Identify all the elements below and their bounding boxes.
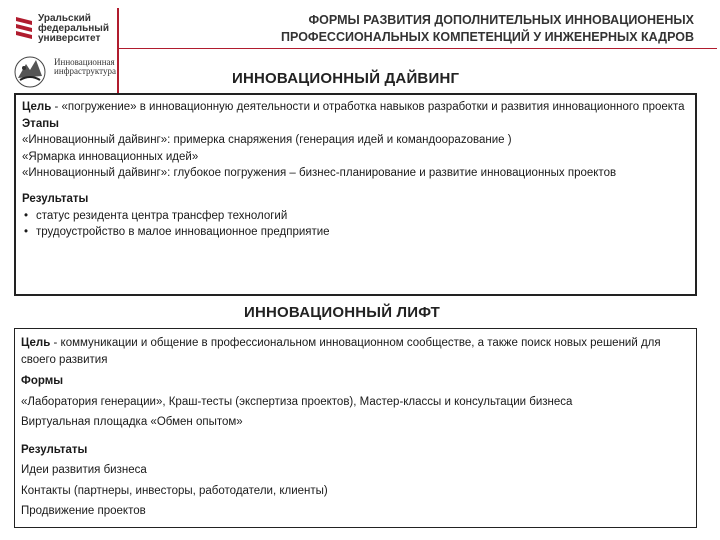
infrastructure-logo (12, 54, 122, 92)
header-divider-horizontal (117, 48, 717, 49)
urfu-logo-icon (14, 15, 34, 43)
lift-section-box (14, 328, 697, 528)
infrastructure-emblem-icon (12, 54, 48, 90)
page-title-line: ПРОФЕССИОНАЛЬНЫХ КОМПЕТЕНЦИЙ У ИНЖЕНЕРНЫХ КАДРОВ (281, 30, 694, 44)
lift-result-item: Идеи развития бизнеса (21, 464, 147, 476)
diving-result-item (22, 224, 689, 241)
lift-form-item: «Лаборатория генерации», Краш-тесты (экспертиза проектов), Мастер-классы и консультации бизнеса (21, 395, 573, 408)
diving-goal-text: - «погружение» в инновационную деятельности и отработка навыков разработки и развития инновационного проекта (51, 101, 685, 113)
infra-logo-line: инфраструктура (54, 66, 116, 76)
infrastructure-logo-text (54, 58, 116, 76)
page-title-line: ФОРМЫ РАЗВИТИЯ ДОПОЛНИТЕЛЬНЫХ ИННОВАЦИОНЕНЫХ (308, 13, 694, 27)
diving-stage-item: «Инновационный дайвинг»: примерка снаряжения (генерация идей и командоорazование ) (22, 134, 512, 147)
urfu-logo-text (38, 14, 109, 44)
diving-results-label: Результаты (22, 192, 89, 205)
urfu-logo-line: федеральный (38, 23, 109, 34)
diving-result-text: трудоустройство в малое инновационное предприятие (36, 226, 330, 239)
urfu-logo-line: университет (38, 33, 101, 44)
header-divider-vertical (117, 8, 119, 94)
lift-goal-text: - коммуникации и общение в профессиональном инновационном сообществе, а также поиск новых решений для своего развития (21, 337, 661, 366)
diving-section-box (14, 93, 697, 296)
urfu-logo (14, 12, 124, 48)
lift-form-item: Виртуальная площадка «Обмен опытом» (21, 416, 243, 428)
diving-stage-item: «Ярмарка инновационных идей» (22, 150, 199, 163)
lift-goal-label: Цель (21, 337, 51, 349)
page-title (174, 12, 694, 46)
lift-result-item: Продвижение проектов (21, 505, 146, 517)
lift-result-item: Контакты (партнеры, инвесторы, работодатели, клиенты) (21, 484, 328, 497)
section-title-lift: ИННОВАЦИОННЫЙ ЛИФТ (244, 304, 441, 321)
diving-stage-item: «Инновационный дайвинг»: глубокое погружения – бизнес-планирование и развитие инновационных проектов (22, 167, 617, 180)
lift-goal (21, 335, 690, 369)
diving-goal (22, 99, 689, 116)
diving-goal-label: Цель (22, 101, 52, 113)
infra-logo-line: Инновационная (54, 57, 115, 67)
lift-results-label: Результаты (21, 443, 88, 456)
lift-forms-label: Формы (21, 375, 64, 387)
section-title-diving: ИННОВАЦИОННЫЙ ДАЙВИНГ (232, 70, 460, 87)
urfu-logo-line: Уральский (38, 13, 91, 24)
diving-stages-label: Этапы (22, 117, 59, 130)
diving-result-text: статус резидента центра трансфер технологий (36, 209, 288, 222)
diving-result-item (22, 208, 689, 225)
